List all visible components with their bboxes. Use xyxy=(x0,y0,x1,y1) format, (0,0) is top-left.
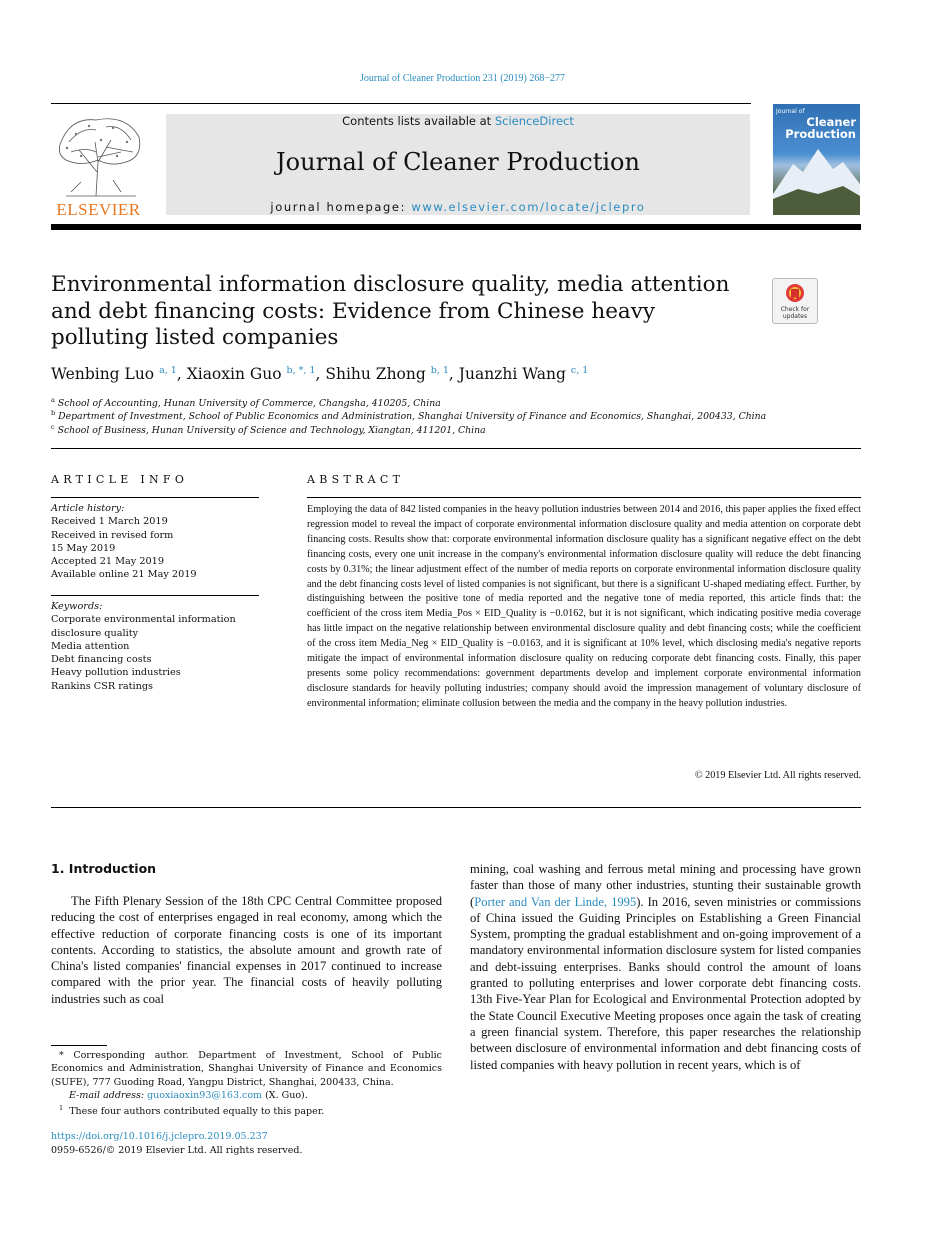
article-info-rule xyxy=(51,497,259,498)
article-history xyxy=(51,502,261,582)
journal-citation-link[interactable]: Journal of Cleaner Production 231 (2019) 268−277 xyxy=(359,73,566,84)
author-affil-marker[interactable]: a, 1 xyxy=(159,365,177,376)
intro-text: ). In 2016, seven ministries or commissions of China issued the Guiding Principles on Establishing a Green Financial System, prompting the gradual establishment and on-going improvement of a mandatory environmental information disclosure system for listed companies and debt-issuing enterprises. Banks should control the amount of loans granted to polluting enterprises and lower corporate debt financing costs. 13th Five-Year Plan for Ecological and Environmental Protection adopted by the State Council Executive Meeting proposes once again the task of creating a green financial system. Therefore, this paper researches the relationship between disclosure of environmental information and debt financing costs of listed companies with heavy pollution in recent years, which is of xyxy=(470,894,862,1072)
author-name[interactable]: Shihu Zhong xyxy=(325,365,426,384)
intro-heading: 1. Introduction xyxy=(51,861,157,876)
journal-title: Journal of Cleaner Production xyxy=(276,148,640,176)
footnotes: * Corresponding author. Department of Investment, School of Public Economics and Administration, Shanghai University of Finance and Economics (SUFE), 777 Guoding Road, Yangpu District, Shanghai, 200433, China. E-mail address: guoxiaoxin93@163.com (X. Guo). $^1$ These four authors contributed equally to this paper. xyxy=(51,1050,442,1118)
affiliation xyxy=(51,423,486,436)
elsevier-tree-icon xyxy=(51,112,146,198)
homepage-link[interactable]: www.elsevier.com/locate/jclepro xyxy=(411,200,646,214)
header-thick-rule xyxy=(51,224,861,230)
contents-prefix: Contents lists available at xyxy=(342,114,495,128)
email-label: E-mail address: xyxy=(69,1089,148,1101)
keyword: disclosure quality xyxy=(51,627,139,639)
keyword: Heavy pollution industries xyxy=(51,667,181,679)
check-for-updates-label: Check for updates xyxy=(780,306,810,320)
doi-link[interactable]: https://doi.org/10.1016/j.jclepro.2019.05.237 xyxy=(51,1131,268,1142)
author-name[interactable]: Juanzhi Wang xyxy=(458,365,566,384)
affiliation xyxy=(51,409,766,422)
abstract-heading: ABSTRACT xyxy=(307,473,405,486)
journal-cover-image[interactable] xyxy=(773,104,860,215)
sciencedirect-link[interactable]: ScienceDirect xyxy=(494,114,574,128)
header-rule xyxy=(51,103,751,104)
bookmark-icon xyxy=(785,283,805,305)
affiliation-text: School of Business, Hunan University of Science and Technology, Xiangtan, 411201, China xyxy=(57,425,486,437)
author-name[interactable]: Xiaoxin Guo xyxy=(186,365,282,384)
journal-header-box xyxy=(166,114,750,215)
affiliation-key: b xyxy=(51,409,56,417)
intro-column-2 xyxy=(470,861,861,1073)
cover-title-line2: Production xyxy=(785,127,856,141)
footnote-1: These four authors contributed equally to this paper. xyxy=(69,1106,325,1118)
email-link[interactable]: guoxiaoxin93@163.com xyxy=(147,1089,263,1101)
keywords-label: Keywords: xyxy=(51,601,103,612)
elsevier-wordmark: ELSEVIER xyxy=(56,200,141,219)
abstract-text: Employing the data of 842 listed companies in the heavy pollution industries between 2014 and 2016, this paper applies the fixed effect regression model to reveal the impact of corporate environmental information disclosure quality and media attention on corporate debt financing costs. Results show that: corporate environmental information disclosure quality has a significant negative effect on the debt financing costs, every one unit increase in the company's environmental information disclosure quality will reduce the debt financing costs by 0.31%; the linear adjustment effect of the number of media reports on corporate environmental information disclosure quality and the debt financing costs level of listed companies is not significant, but there is a significant U-shaped mediating effect. Further, by distinguishing between the positive tone of media reported and the negative tone of media reported, this article finds that: the coefficient of the cross item Media_Pos × EID_Quality is −0.0162, but it is not significant, which indicating positive media coverage has little impact on the negative relationship between environmental disclosure quality and debt financing costs; while the coefficient of the cross item Media_Neg × EID_Quality is −0.0163, and it is significant at 10% level, which disclosing media's negative reports mitigate the impact of environmental information disclosure quality on reducing corporate debt financing costs. Finally, this paper presents some policy recommendations: government departments develop and implement corporate environmental information disclosure standards for heavily polluting industries; company should avoid the impression management of voluntary disclosure of environmental information; eliminate collusion between the media and the company in the heavy pollution industries. xyxy=(307,504,861,709)
affiliation xyxy=(51,396,441,409)
keywords-list xyxy=(51,600,261,693)
author-affil-marker[interactable]: b, 1 xyxy=(430,365,449,376)
elsevier-logo xyxy=(51,112,146,218)
homepage-line xyxy=(166,200,750,214)
keyword: Debt financing costs xyxy=(51,654,152,666)
affiliation-text: School of Accounting, Hunan University of Commerce, Changsha, 410205, China xyxy=(57,398,441,410)
article-info-heading: ARTICLE INFO xyxy=(51,473,189,486)
history-label: Article history: xyxy=(51,503,125,514)
keywords-rule xyxy=(51,595,259,596)
article-title: Environmental information disclosure quality, media attention and debt financing costs: Evidence from Chinese heavy polluting listed companies xyxy=(51,272,730,350)
section-rule xyxy=(51,807,861,808)
abstract-copyright: © 2019 Elsevier Ltd. All rights reserved. xyxy=(694,770,861,781)
author-list: Wenbing Luo $^{a, 1}$, Xiaoxin Guo $^{b, *, 1}$, Shihu Zhong $^{b, 1}$, Juanzhi Wang $^{c, 1}$ xyxy=(51,365,589,384)
corresponding-author-note: * Corresponding author. Department of Investment, School of Public Economics and Administration, Shanghai University of Finance and Economics (SUFE), 777 Guoding Road, Yangpu District, Shanghai, 200433, China. xyxy=(51,1050,442,1088)
history-item: Available online 21 May 2019 xyxy=(51,569,197,581)
affiliation-key: c xyxy=(51,423,55,431)
email-suffix: (X. Guo). xyxy=(262,1089,308,1101)
affiliation-key: a xyxy=(51,396,55,404)
cover-title-line1: Cleaner xyxy=(806,115,856,129)
affiliation-text: Department of Investment, School of Public Economics and Administration, Shanghai University of Finance and Economics, Shanghai, 200433, China xyxy=(58,411,767,423)
keyword: Corporate environmental information xyxy=(51,614,236,626)
history-item: Received in revised form xyxy=(51,529,174,541)
intro-column-1: The Fifth Plenary Session of the 18th CPC Central Committee proposed reducing the cost of enterprises engaged in real economy, among which the effective reduction of corporate financing costs is one of its important contents. According to statistics, the absolute amount and growth rate of China's listed companies' financial expenses in 2017 continued to increase compared with the prior year. The financial costs of heavily polluting industries such as coal xyxy=(51,894,442,1006)
keyword: Rankins CSR ratings xyxy=(51,680,154,692)
footnote-rule xyxy=(51,1045,107,1046)
homepage-prefix: journal homepage: xyxy=(270,200,412,214)
cover-small-text: Journal of xyxy=(776,108,805,115)
history-item: Accepted 21 May 2019 xyxy=(51,556,164,568)
history-item: 15 May 2019 xyxy=(51,542,116,554)
author-affil-marker[interactable]: c, 1 xyxy=(570,365,589,376)
history-item: Received 1 March 2019 xyxy=(51,516,168,528)
mountain-icon xyxy=(773,144,860,215)
author-affil-marker[interactable]: b, *, 1 xyxy=(286,365,316,376)
citation-link[interactable]: Porter and Van der Linde, 1995 xyxy=(474,894,637,909)
check-for-updates-button[interactable] xyxy=(772,278,818,324)
section-rule xyxy=(51,448,861,449)
abstract-rule xyxy=(307,497,861,498)
keyword: Media attention xyxy=(51,640,130,652)
contents-line xyxy=(166,114,750,128)
author-name[interactable]: Wenbing Luo xyxy=(51,365,155,384)
intro-text: mining, coal washing and ferrous metal mining and processing have grown faster than those of many other industries, stunting their sustainable growth ( xyxy=(470,862,861,909)
issn-line: 0959-6526/© 2019 Elsevier Ltd. All rights reserved. xyxy=(51,1145,303,1156)
cover-title xyxy=(785,116,856,140)
